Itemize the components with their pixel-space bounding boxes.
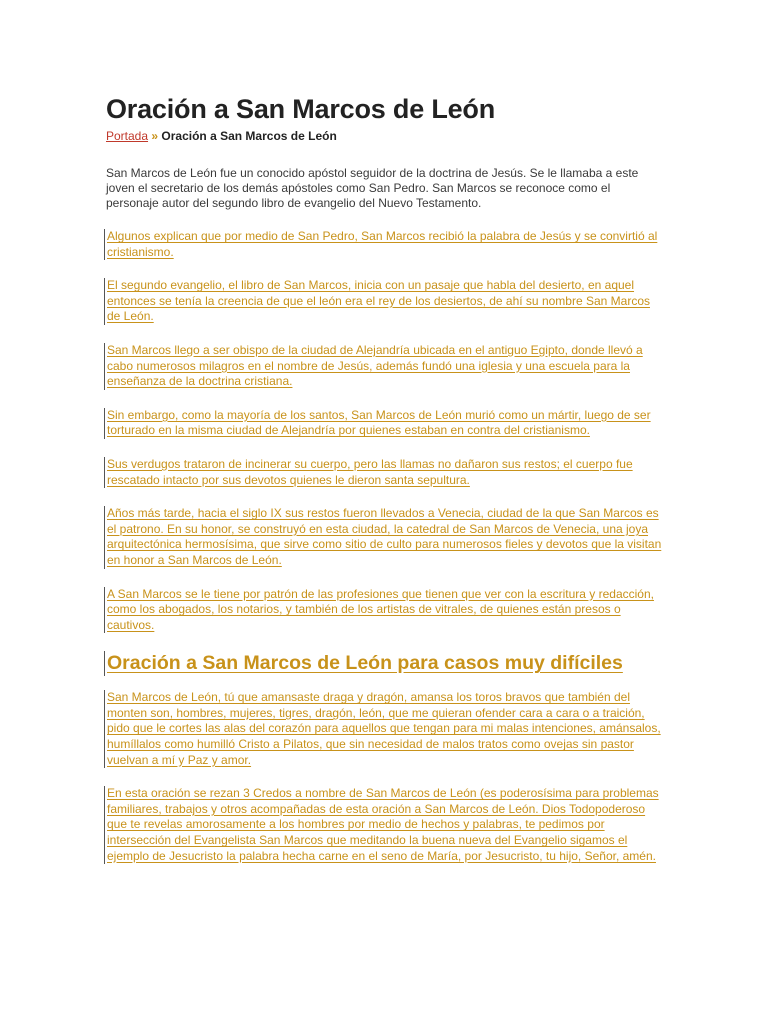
- section-heading-link[interactable]: Oración a San Marcos de León para casos muy difíciles: [104, 651, 662, 676]
- quote-block: [104, 343, 662, 390]
- article: [106, 92, 662, 882]
- prayer-paragraph[interactable]: San Marcos de León, tú que amansaste draga y dragón, amansa los toros bravos que también del monten son, hombres, mujeres, tigres, dragón, león, que me quieran ofender cara a cara o a traición, pido que le cortes las alas del corazón para aquellos que tengan para mi malas intenciones, amánsalos, humíllalos como humilló Cristo a Pilatos, que sin necesidad de malos tratos como ovejas sin pastor vuelvan a mí y Paz y amor.: [107, 690, 661, 767]
- breadcrumb-home-link[interactable]: Portada: [106, 129, 149, 143]
- linked-paragraph[interactable]: Años más tarde, hacia el siglo IX sus restos fueron llevados a Venecia, ciudad de la que San Marcos es el patrono. En su honor, se construyó en esta ciudad, la catedral de San Marcos de Venecia, una joya arquitectónica hermosísima, que sirve como sitio de culto para numerosos fieles y devotos que la visitan en honor a San Marcos de León.: [107, 506, 662, 567]
- quote-block: [104, 278, 662, 325]
- linked-paragraph[interactable]: Sin embargo, como la mayoría de los santos, San Marcos de León murió como un mártir, luego de ser torturado en la misma ciudad de Alejandría por quienes estaban en contra del cristianismo.: [107, 407, 651, 438]
- quote-block: [104, 457, 662, 488]
- linked-paragraph[interactable]: San Marcos llego a ser obispo de la ciudad de Alejandría ubicada en el antiguo Egipto, donde llevó a cabo numerosos milagros en el nombre de Jesús, además fundó una iglesia y una escuela para la enseñanza de la doctrina cristiana.: [107, 342, 643, 389]
- breadcrumb: [106, 128, 662, 144]
- linked-paragraph[interactable]: Algunos explican que por medio de San Pedro, San Marcos recibió la palabra de Jesús y se convirtió al cristianismo.: [107, 229, 658, 259]
- quote-block: [104, 506, 662, 568]
- prayer-paragraph[interactable]: En esta oración se rezan 3 Credos a nombre de San Marcos de León (es poderosísima para problemas familiares, trabajos y otros acompañadas de esta oración a San Marcos de León. Dios Todopoderoso que te revelas amorosamente a los hombres por medio de hechos y palabras, te pedimos por intersección del Evangelista San Marcos que meditando la buena nueva del Evangelio sigamos el ejemplo de Jesucristo la palabra hecha carne en el seno de María, por Jesucristo, tu hijo, Señor, amén.: [107, 786, 659, 863]
- breadcrumb-current: Oración a San Marcos de León: [161, 129, 337, 143]
- quote-block: [104, 229, 662, 260]
- quote-block: [104, 587, 662, 634]
- prayer-block: [104, 786, 662, 864]
- intro-paragraph: San Marcos de León fue un conocido apóstol seguidor de la doctrina de Jesús. Se le llamaba a este joven el secretario de los demás apóstoles como San Pedro. San Marcos se reconoce como el personaje autor del segundo libro de evangelio del Nuevo Testamento.: [106, 166, 639, 210]
- linked-paragraph[interactable]: A San Marcos se le tiene por patrón de las profesiones que tienen que ver con la escritura y redacción, como los abogados, los notarios, y también de los artistas de vitrales, de quienes están presos o cautivos.: [107, 586, 654, 632]
- breadcrumb-separator: »: [151, 129, 159, 143]
- linked-paragraph[interactable]: Sus verdugos trataron de incinerar su cuerpo, pero las llamas no dañaron sus restos; el cuerpo fue rescatado intacto por sus devotos quienes le dieron santa sepultura.: [107, 456, 633, 487]
- page-title: Oración a San Marcos de León: [106, 94, 496, 124]
- prayer-block: [104, 690, 662, 768]
- quote-block: [104, 408, 662, 439]
- linked-paragraph[interactable]: El segundo evangelio, el libro de San Marcos, inicia con un pasaje que habla del desierto, en aquel entonces se tenía la creencia de que el león era el rey de los desiertos, de ahí su nombre San Marcos de León.: [107, 278, 650, 324]
